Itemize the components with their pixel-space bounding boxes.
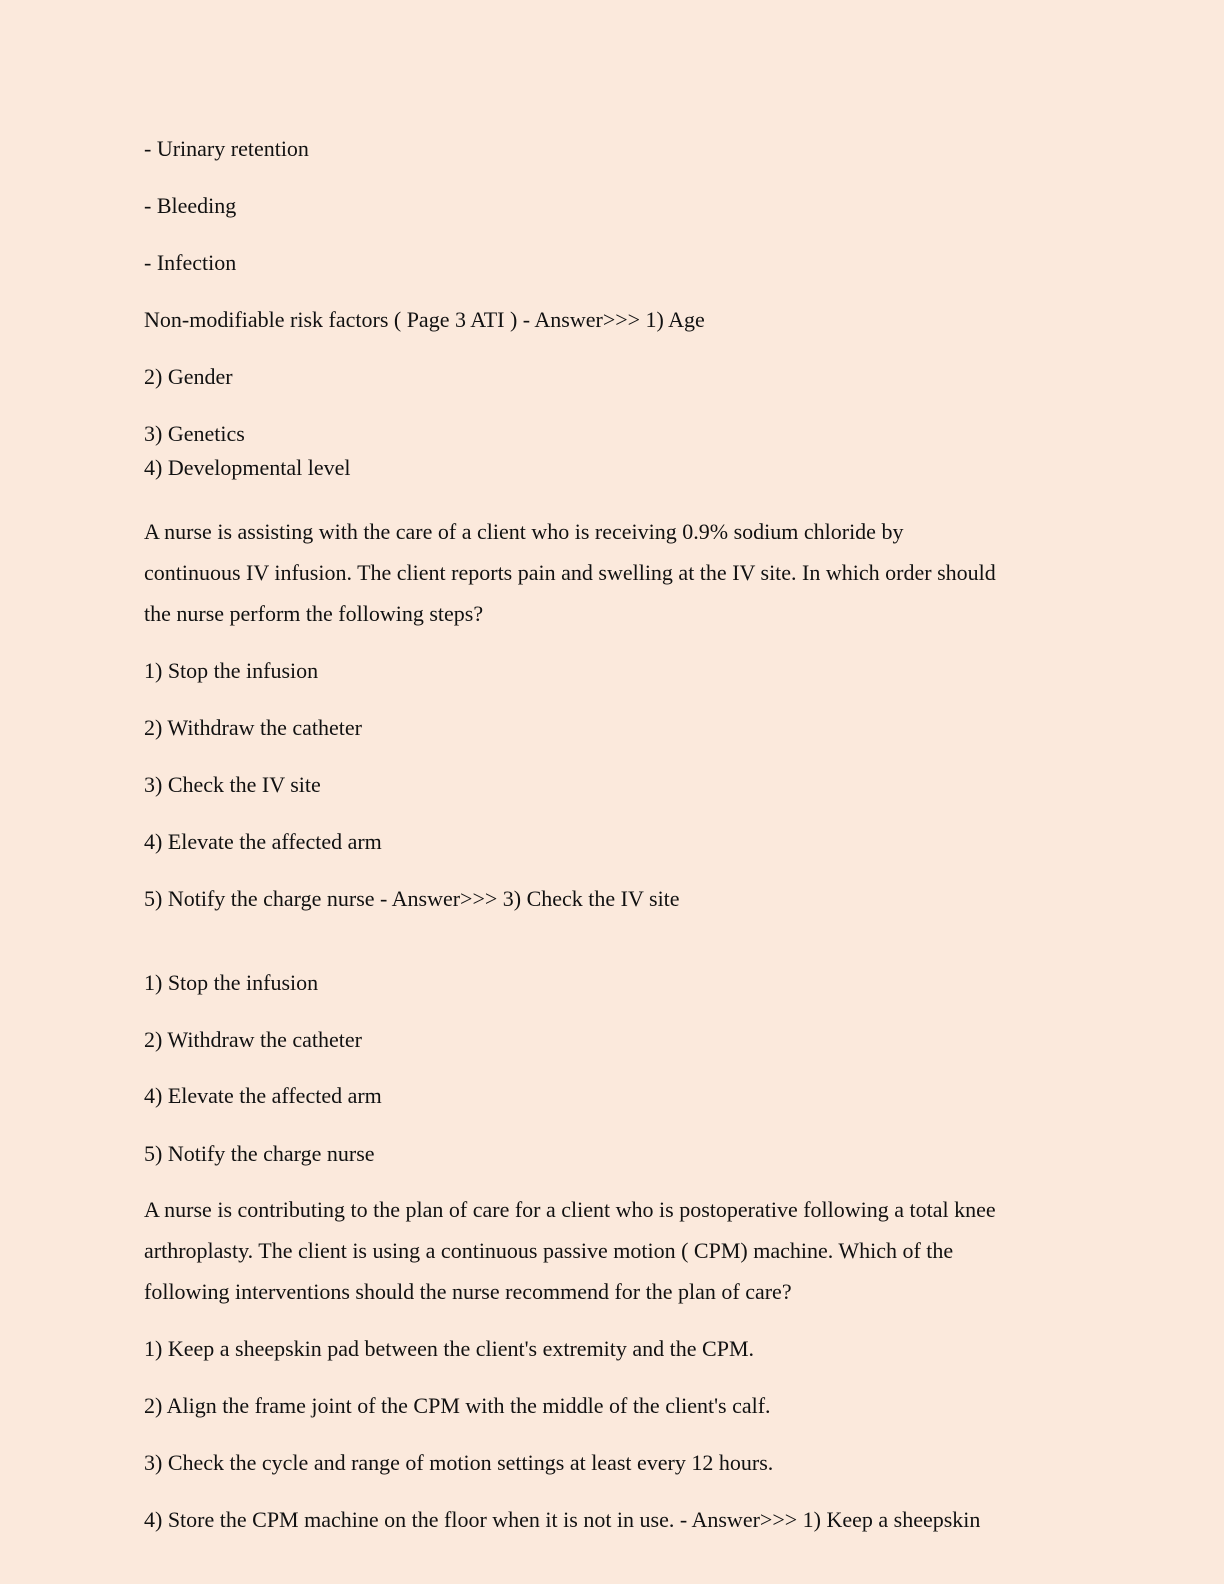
text-line: 2) Align the frame joint of the CPM with the middle of the client's calf. [144,1393,771,1418]
text-line: 5) Notify the charge nurse [144,1141,375,1166]
text-line: A nurse is contributing to the plan of care for a client who is postoperative following a total knee [144,1197,996,1222]
text-line: 3) Check the IV site [144,772,321,797]
text-line: 3) Genetics [144,421,245,446]
text-line: following interventions should the nurse recommend for the plan of care? [144,1279,792,1304]
text-line: - Urinary retention [144,136,309,161]
text-line: 4) Developmental level [144,455,351,480]
text-line: 1) Keep a sheepskin pad between the client's extremity and the CPM. [144,1336,755,1361]
text-line: 2) Withdraw the catheter [144,1027,363,1052]
text-line: 2) Gender [144,364,233,389]
text-line: 3) Check the cycle and range of motion settings at least every 12 hours. [144,1450,774,1475]
text-line: continuous IV infusion. The client reports pain and swelling at the IV site. In which order should [144,560,996,585]
text-line: - Infection [144,250,237,275]
text-line: 4) Elevate the affected arm [144,1083,382,1108]
text-line: 1) Stop the infusion [144,658,319,683]
text-line: 5) Notify the charge nurse - Answer>>> 3) Check the IV site [144,886,680,911]
text-line: Non-modifiable risk factors ( Page 3 ATI ) - Answer>>> 1) Age [144,307,705,332]
text-line: 1) Stop the infusion [144,970,319,995]
text-line: 2) Withdraw the catheter [144,715,363,740]
text-line: arthroplasty. The client is using a continuous passive motion ( CPM) machine. Which of the [144,1238,954,1263]
text-line: 4) Store the CPM machine on the floor when it is not in use. - Answer>>> 1) Keep a sheepskin [144,1507,981,1532]
text-line: 4) Elevate the affected arm [144,829,382,854]
text-line: - Bleeding [144,193,237,218]
text-line: A nurse is assisting with the care of a client who is receiving 0.9% sodium chloride by [144,519,904,544]
text-line: the nurse perform the following steps? [144,601,484,626]
